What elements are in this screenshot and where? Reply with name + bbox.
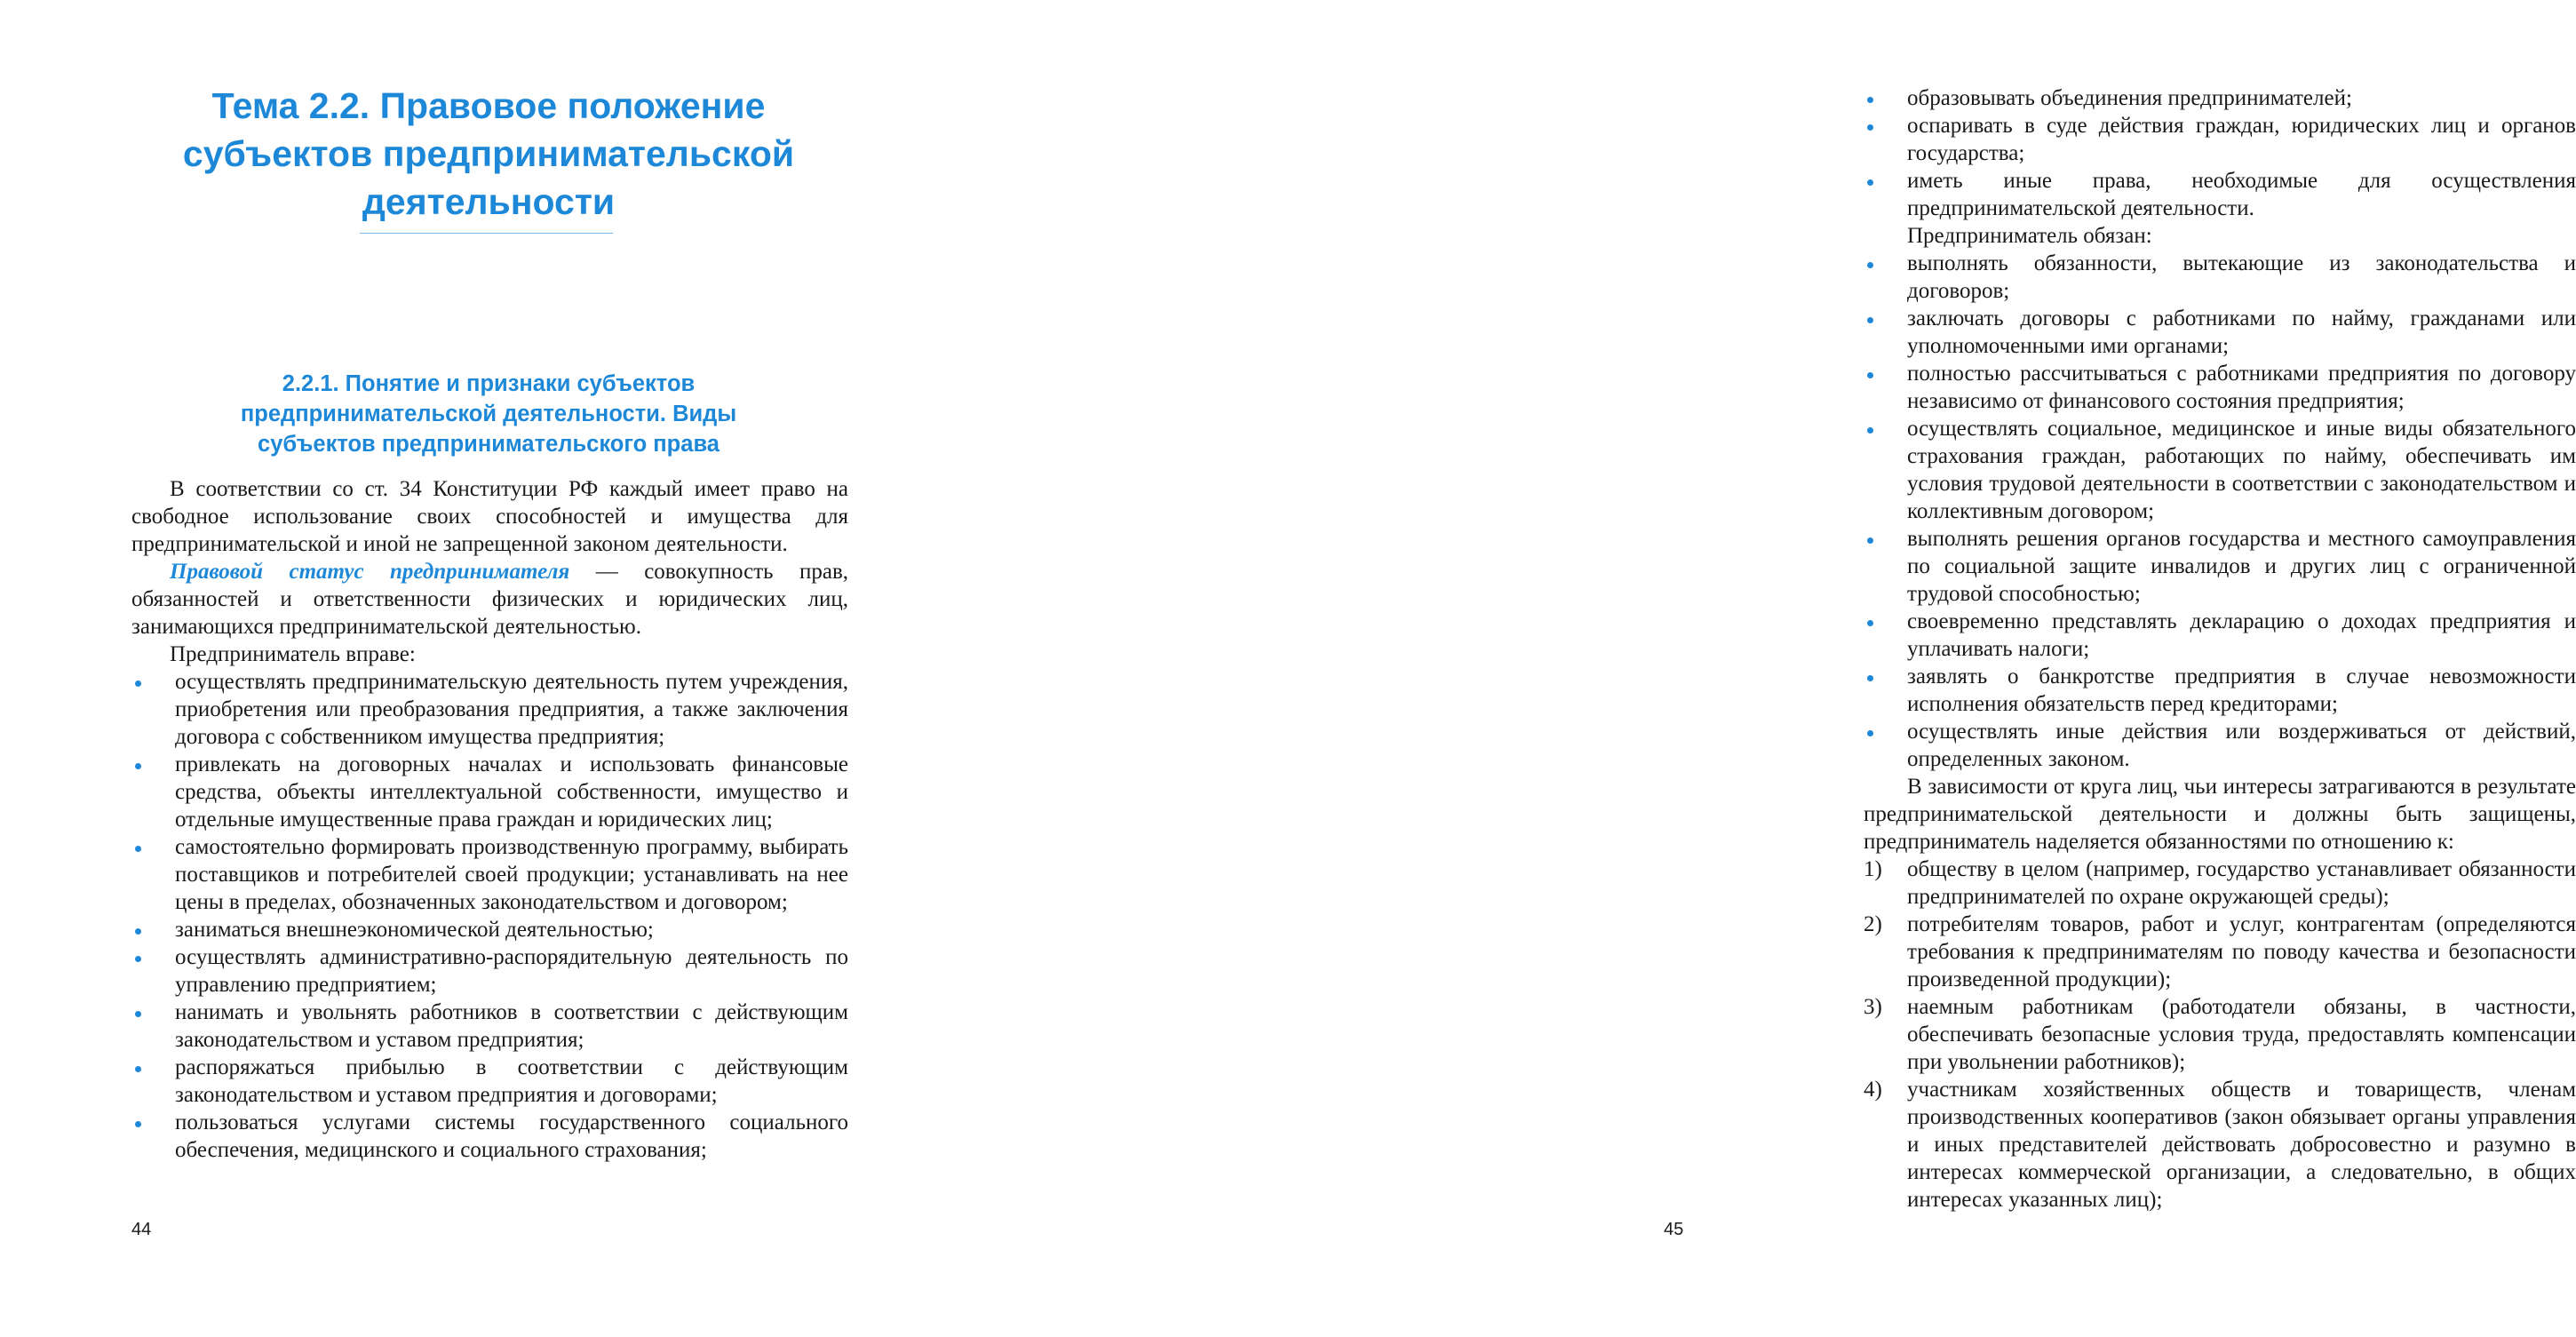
list-item-text: выполнять решения органов государства и местного самоуправления по социальной защите инвалидов и других лиц с ограниченной трудовой способностью; (1907, 527, 2576, 606)
list-item (1864, 415, 2576, 525)
right-page (888, 0, 2576, 1337)
list-item (1864, 305, 2576, 360)
list-item (131, 1054, 848, 1109)
list-item-text: осуществлять иные действия или воздерживаться от действий, определенных законом. (1907, 720, 2576, 771)
duties-heading: Предприниматель обязан: (1907, 224, 2152, 248)
list-item-text: своевременно представлять декларацию о доходах предприятия и уплачивать налоги; (1907, 609, 2576, 661)
list-item-text: потребителям товаров, работ и услуг, контрагентам (определяются требования к предпринимателям по поводу качества и безопасности произведенной продукции); (1907, 912, 2576, 991)
list-item (1864, 250, 2576, 305)
left-body-text (131, 475, 848, 1164)
list-item-number: 4) (1864, 1078, 1882, 1102)
list-item (131, 668, 848, 751)
rights-heading: Предприниматель вправе: (170, 642, 416, 666)
list-item-text: оспаривать в суде действия граждан, юридических лиц и органов государства; (1907, 114, 2576, 165)
bullet-icon (1864, 84, 1907, 112)
page-number: 44 (131, 1220, 152, 1239)
bullet-icon (1864, 718, 1907, 745)
bullet-icon (1864, 112, 1907, 139)
chapter-title (133, 82, 844, 226)
rights-list (131, 668, 848, 1164)
list-item (1864, 663, 2576, 718)
definition-paragraph (131, 558, 848, 641)
list-item-text: обществу в целом (например, государство устанавливает обязанности предпринимателей по охране окружающей среды); (1907, 857, 2576, 909)
duties-list (1864, 250, 2576, 773)
list-item (131, 1109, 848, 1164)
list-item-number: 3) (1864, 995, 1882, 1019)
list-item-text: осуществлять социальное, медицинское и иные виды обязательного страхования граждан, работающих по найму, обеспечивать им условия трудовой деятельности в соответствии с законодательством и коллективным договором; (1907, 417, 2576, 523)
bullet-icon (1864, 663, 1907, 690)
list-item (1864, 993, 2576, 1076)
list-item-text: наемным работникам (работодатели обязаны, в частности, обеспечивать безопасные условия труда, предоставлять компенсации при увольнении работников); (1907, 995, 2576, 1074)
list-item-text: полностью рассчитываться с работниками предприятия по договору независимо от финансового состояния предприятия; (1907, 362, 2576, 413)
obligations-list (1864, 856, 2576, 1214)
list-item (1864, 167, 2576, 222)
bullet-icon (131, 916, 175, 943)
list-item (131, 833, 848, 916)
list-item (1864, 1076, 2576, 1214)
bullet-icon (131, 668, 175, 696)
section-title-line: предпринимательской деятельности. Виды (240, 402, 737, 426)
list-item (1864, 112, 2576, 167)
list-item-text: заключать договоры с работниками по найму, гражданами или уполномоченными ими органами; (1907, 306, 2576, 358)
bullet-icon (1864, 608, 1907, 635)
chapter-title-line: Тема 2.2. Правовое положение (211, 85, 766, 126)
bullet-icon (131, 751, 175, 778)
list-item-text: осуществлять предпринимательскую деятельность путем учреждения, приобретения или преобразования предприятия, а также заключения договора с собственником имущества предприятия; (175, 670, 848, 749)
bullet-icon (1864, 167, 1907, 195)
list-item (1864, 360, 2576, 415)
list-item-text: участникам хозяйственных обществ и товариществ, членам производственных кооперативов (закон обязывает органы управления и иных представителей действовать добросовестно и разумно в интересах коммерческой организации, а следовательно, в общих интересах указанных лиц); (1907, 1078, 2576, 1212)
bullet-icon (1864, 305, 1907, 332)
list-item (1864, 718, 2576, 773)
section-title-line: 2.2.1. Понятие и признаки субъектов (282, 371, 696, 396)
list-item (1864, 856, 2576, 911)
list-item-text: образовывать объединения предпринимателей; (1907, 86, 2352, 110)
bullet-icon (131, 1054, 175, 1081)
right-body-text (1864, 84, 2576, 1214)
title-divider (360, 233, 613, 234)
chapter-title-line: субъектов предпринимательской (182, 133, 795, 174)
list-item-text: заниматься внешнеэкономической деятельностью; (175, 918, 654, 942)
bullet-icon (1864, 250, 1907, 277)
left-page (0, 0, 888, 1337)
list-item-number: 1) (1864, 857, 1882, 881)
list-item (131, 943, 848, 999)
list-item (131, 751, 848, 833)
section-title (133, 369, 844, 459)
bullet-icon (1864, 360, 1907, 387)
list-item (131, 999, 848, 1054)
list-item-text: выполнять обязанности, вытекающие из законодательства и договоров; (1907, 251, 2576, 303)
list-item (1864, 84, 2576, 112)
list-item-text: привлекать на договорных началах и использовать финансовые средства, объекты интеллектуальной собственности, имущество и отдельные имущественные права граждан и юридических лиц; (175, 752, 848, 832)
obligations-paragraph: В зависимости от круга лиц, чьи интересы затрагиваются в результате предпринимательской деятельности и должны быть защищены, предприниматель наделяется обязанностями по отношению к: (1864, 775, 2576, 854)
bullet-icon (131, 1109, 175, 1136)
chapter-title-line: деятельности (362, 181, 616, 222)
list-item-number: 2) (1864, 912, 1882, 936)
list-item-text: распоряжаться прибылью в соответствии с действующим законодательством и уставом предприятия и договорами; (175, 1055, 848, 1107)
bullet-icon (131, 999, 175, 1026)
list-item-text: нанимать и увольнять работников в соответствии с действующим законодательством и уставом предприятия; (175, 1000, 848, 1052)
rights-list-continued (1864, 84, 2576, 222)
bullet-icon (131, 833, 175, 861)
section-title-line: субъектов предпринимательского права (258, 432, 720, 457)
list-item-text: иметь иные права, необходимые для осуществления предпринимательской деятельности. (1907, 169, 2576, 220)
list-item (1864, 525, 2576, 608)
bullet-icon (1864, 525, 1907, 553)
list-item (1864, 911, 2576, 993)
bullet-icon (131, 943, 175, 971)
list-item (131, 916, 848, 943)
page-number: 45 (1664, 1220, 1684, 1239)
list-item-text: заявлять о банкротстве предприятия в случае невозможности исполнения обязательств перед кредиторами; (1907, 665, 2576, 716)
definition-term: Правовой статус предпринимателя (170, 560, 570, 584)
list-item-text: пользоваться услугами системы государственного социального обеспечения, медицинского и социального страхования; (175, 1110, 848, 1162)
list-item-text: осуществлять административно-распорядительную деятельность по управлению предприятием; (175, 945, 848, 997)
bullet-icon (1864, 415, 1907, 442)
list-item-text: самостоятельно формировать производственную программу, выбирать поставщиков и потребителей своей продукции; устанавливать на нее цены в пределах, обозначенных законодательством и договором; (175, 835, 848, 914)
list-item (1864, 608, 2576, 663)
intro-paragraph: В соответствии со ст. 34 Конституции РФ каждый имеет право на свободное использование своих способностей и имущества для предпринимательской и иной не запрещенной законом деятельности. (131, 477, 848, 556)
definition-text: — совокупность прав, обязанностей и ответственности физических и юридических лиц, занимающихся предпринимательской деятельностью. (131, 560, 849, 639)
